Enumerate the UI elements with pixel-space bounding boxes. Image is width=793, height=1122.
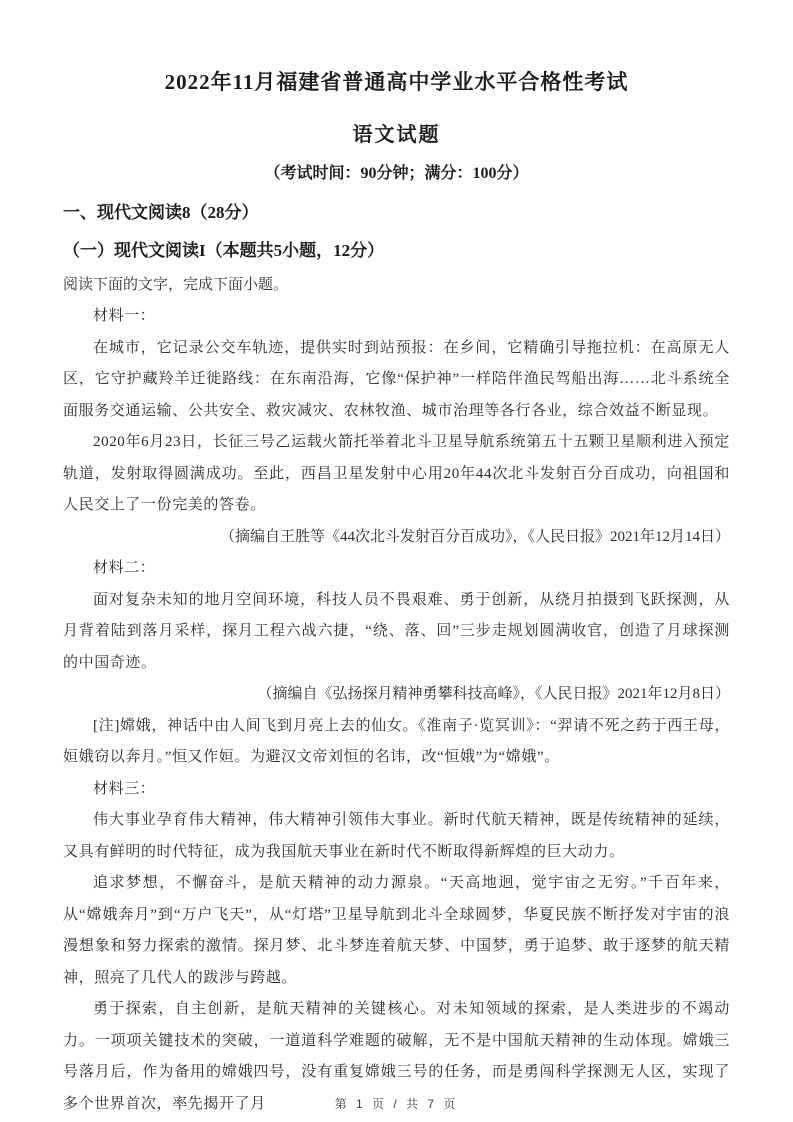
material-1-paragraph: 2020年6月23日，长征三号乙运载火箭托举着北斗卫星导航系统第五十五颗卫星顺利进入预定轨道，发射取得圆满成功。至此，西昌卫星发射中心用20年44次北斗发射百分百成功，向祖国和人民交上了一份完美的答卷。 [63,434,730,513]
reading-passage [63,301,730,1120]
material-1-paragraph: 在城市，它记录公交车轨迹，提供实时到站预报：在乡间，它精确引导拖拉机：在高原无人区，它守护藏羚羊迁徙路线：在东南沿海，它像“保护神”一样陪伴渔民驾船出海……北斗系统全面服务交通运输、公共安全、救灾减灾、农林牧渔、城市治理等各行各业，综合效益不断显现。 [63,339,730,419]
material-2-citation: （摘编自《弘扬探月精神勇攀科技高峰》，《人民日报》2021年12月8日） [257,686,730,702]
instruction-text: 阅读下面的文字，完成下面小题。 [63,276,289,293]
note-paragraph: [注]嫦娥，神话中由人间飞到月亮上去的仙女。《淮南子·览冥训》：“羿请不死之药于西王母，姮娥窃以奔月。”恒又作姮。为避汉文帝刘恒的名讳，改“恒娥”为“嫦娥”。 [63,717,730,765]
material-1-citation: （摘编自王胜等《44次北斗发射百分百成功》，《人民日报》2021年12月14日） [219,528,730,545]
section-heading: 一、现代文阅读8（28分） [63,203,259,222]
material-3-paragraph: 追求梦想，不懈奋斗，是航天精神的动力源泉。“天高地迥，觉宇宙之无穷。”千百年来，从“嫦娥奔月”到“万户飞天”，从“灯塔”卫星导航到北斗全球圆梦，华夏民族不断抒发对宇宙的浪漫想象和努力探索的激情。探月梦、北斗梦连着航天梦、中国梦，勇于追梦、敢于逐梦的航天精神，照亮了几代人的跋涉与跨越。 [63,875,730,986]
material-3-paragraph: 勇于探索，自主创新，是航天精神的关键核心。对未知领域的探索，是人类进步的不竭动力。一项项关键技术的突破，一道道科学难题的破解，无不是中国航天精神的生动体现。嫦娥三号落月后，作为备用的嫦娥四号，没有重复嫦娥三号的任务，而是勇闯科学探测无人区，实现了多个世界首次，率先揭开了月 [63,1001,730,1112]
material-3-label: 材料三： [93,780,156,797]
subsection-heading: （一）现代文阅读I（本题共5小题，12分） [63,241,385,260]
exam-title: 2022年11月福建省普通高中学业水平合格性考试 [164,70,629,94]
material-3-paragraph: 伟大事业孕育伟大精神，伟大精神引领伟大事业。新时代航天精神，既是传统精神的延续，又具有鲜明的时代特征，成为我国航天事业在新时代不断取得新辉煌的巨大动力。 [63,812,730,860]
material-2-paragraph: 面对复杂未知的地月空间环境，科技人员不畏艰难、勇于创新，从绕月拍摄到飞跃探测，从月背着陆到落月采样，探月工程六战六捷，“绕、落、回”三步走规划圆满收官，创造了月球探测的中国奇迹。 [63,591,730,671]
subject-title: 语文试题 [352,124,441,146]
material-1-label: 材料一： [93,308,156,324]
material-2-label: 材料二： [93,560,156,576]
page-footer: 第 1 页 / 共 7 页 [334,1097,459,1111]
exam-info: （考试时间：90分钟；满分：100分） [264,165,529,182]
